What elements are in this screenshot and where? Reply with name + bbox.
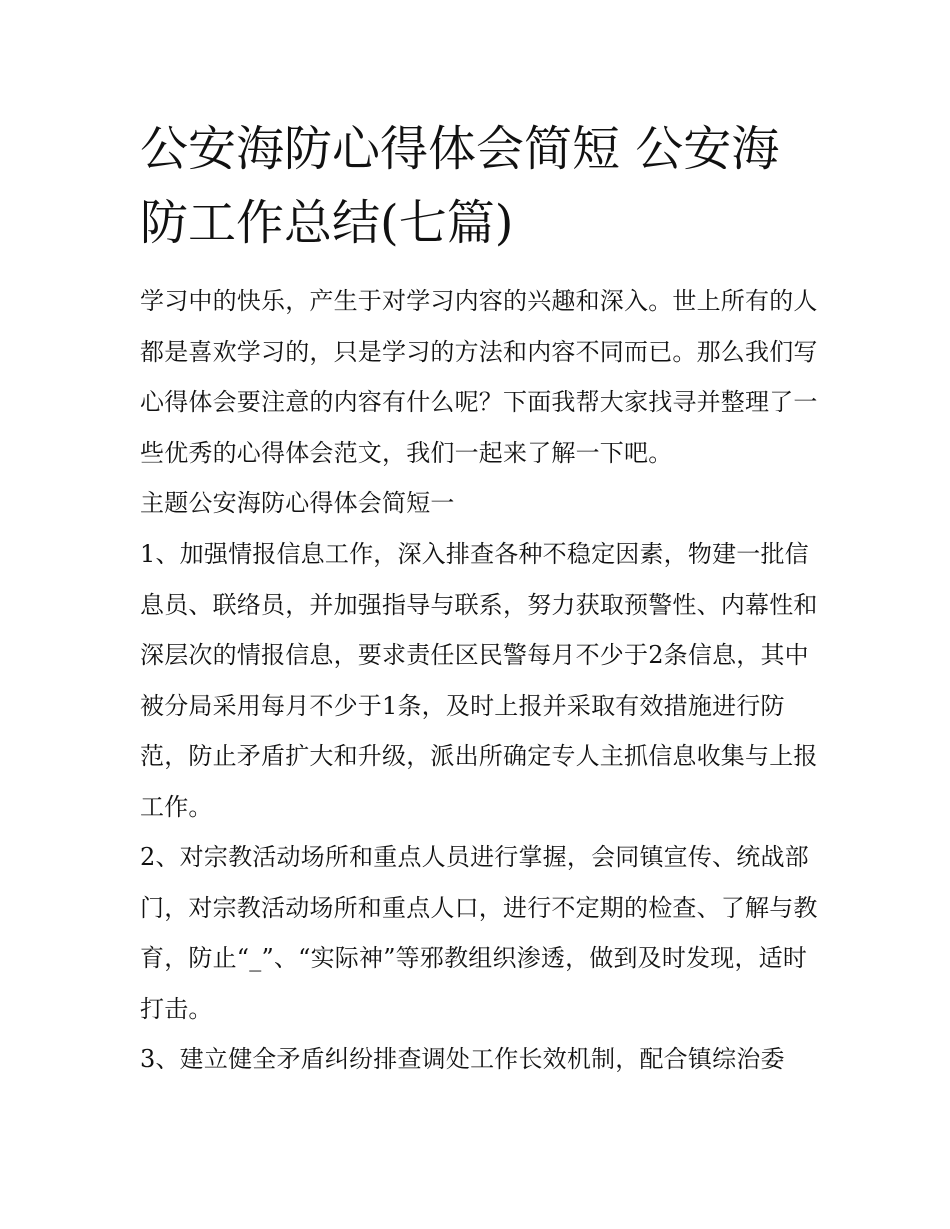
list-item: 3、建立健全矛盾纠纷排查调处工作长效机制，配合镇综治委 [140,1045,785,1073]
document-title: 公安海防心得体会简短 公安海防工作总结(七篇) [140,121,780,251]
list-item: 2、对宗教活动场所和重点人员进行掌握，会同镇宣传、统战部门，对宗教活动场所和重点人口，进行不定期的检查、了解与教育，防止“_”、“实际神”等邪教组织渗透，做到及时发现，适时打击。 [140,843,818,1023]
intro-paragraph: 学习中的快乐，产生于对学习内容的兴趣和深入。世上所有的人都是喜欢学习的，只是学习的方法和内容不同而已。那么我们写心得体会要注意的内容有什么呢？下面我帮大家找寻并整理了一些优秀的心得体会范文，我们一起来了解一下吧。 [140,287,818,467]
section-subheading: 主题公安海防心得体会简短一 [140,489,455,517]
list-item: 1、加强情报信息工作，深入排查各种不稳定因素，物建一批信息员、联络员，并加强指导与联系，努力获取预警性、内幕性和深层次的情报信息，要求责任区民警每月不少于2条信息，其中被分局采用每月不少于1条，及时上报并采取有效措施进行防范，防止矛盾扩大和升级，派出所确定专人主抓信息收集与上报工作。 [140,540,818,821]
